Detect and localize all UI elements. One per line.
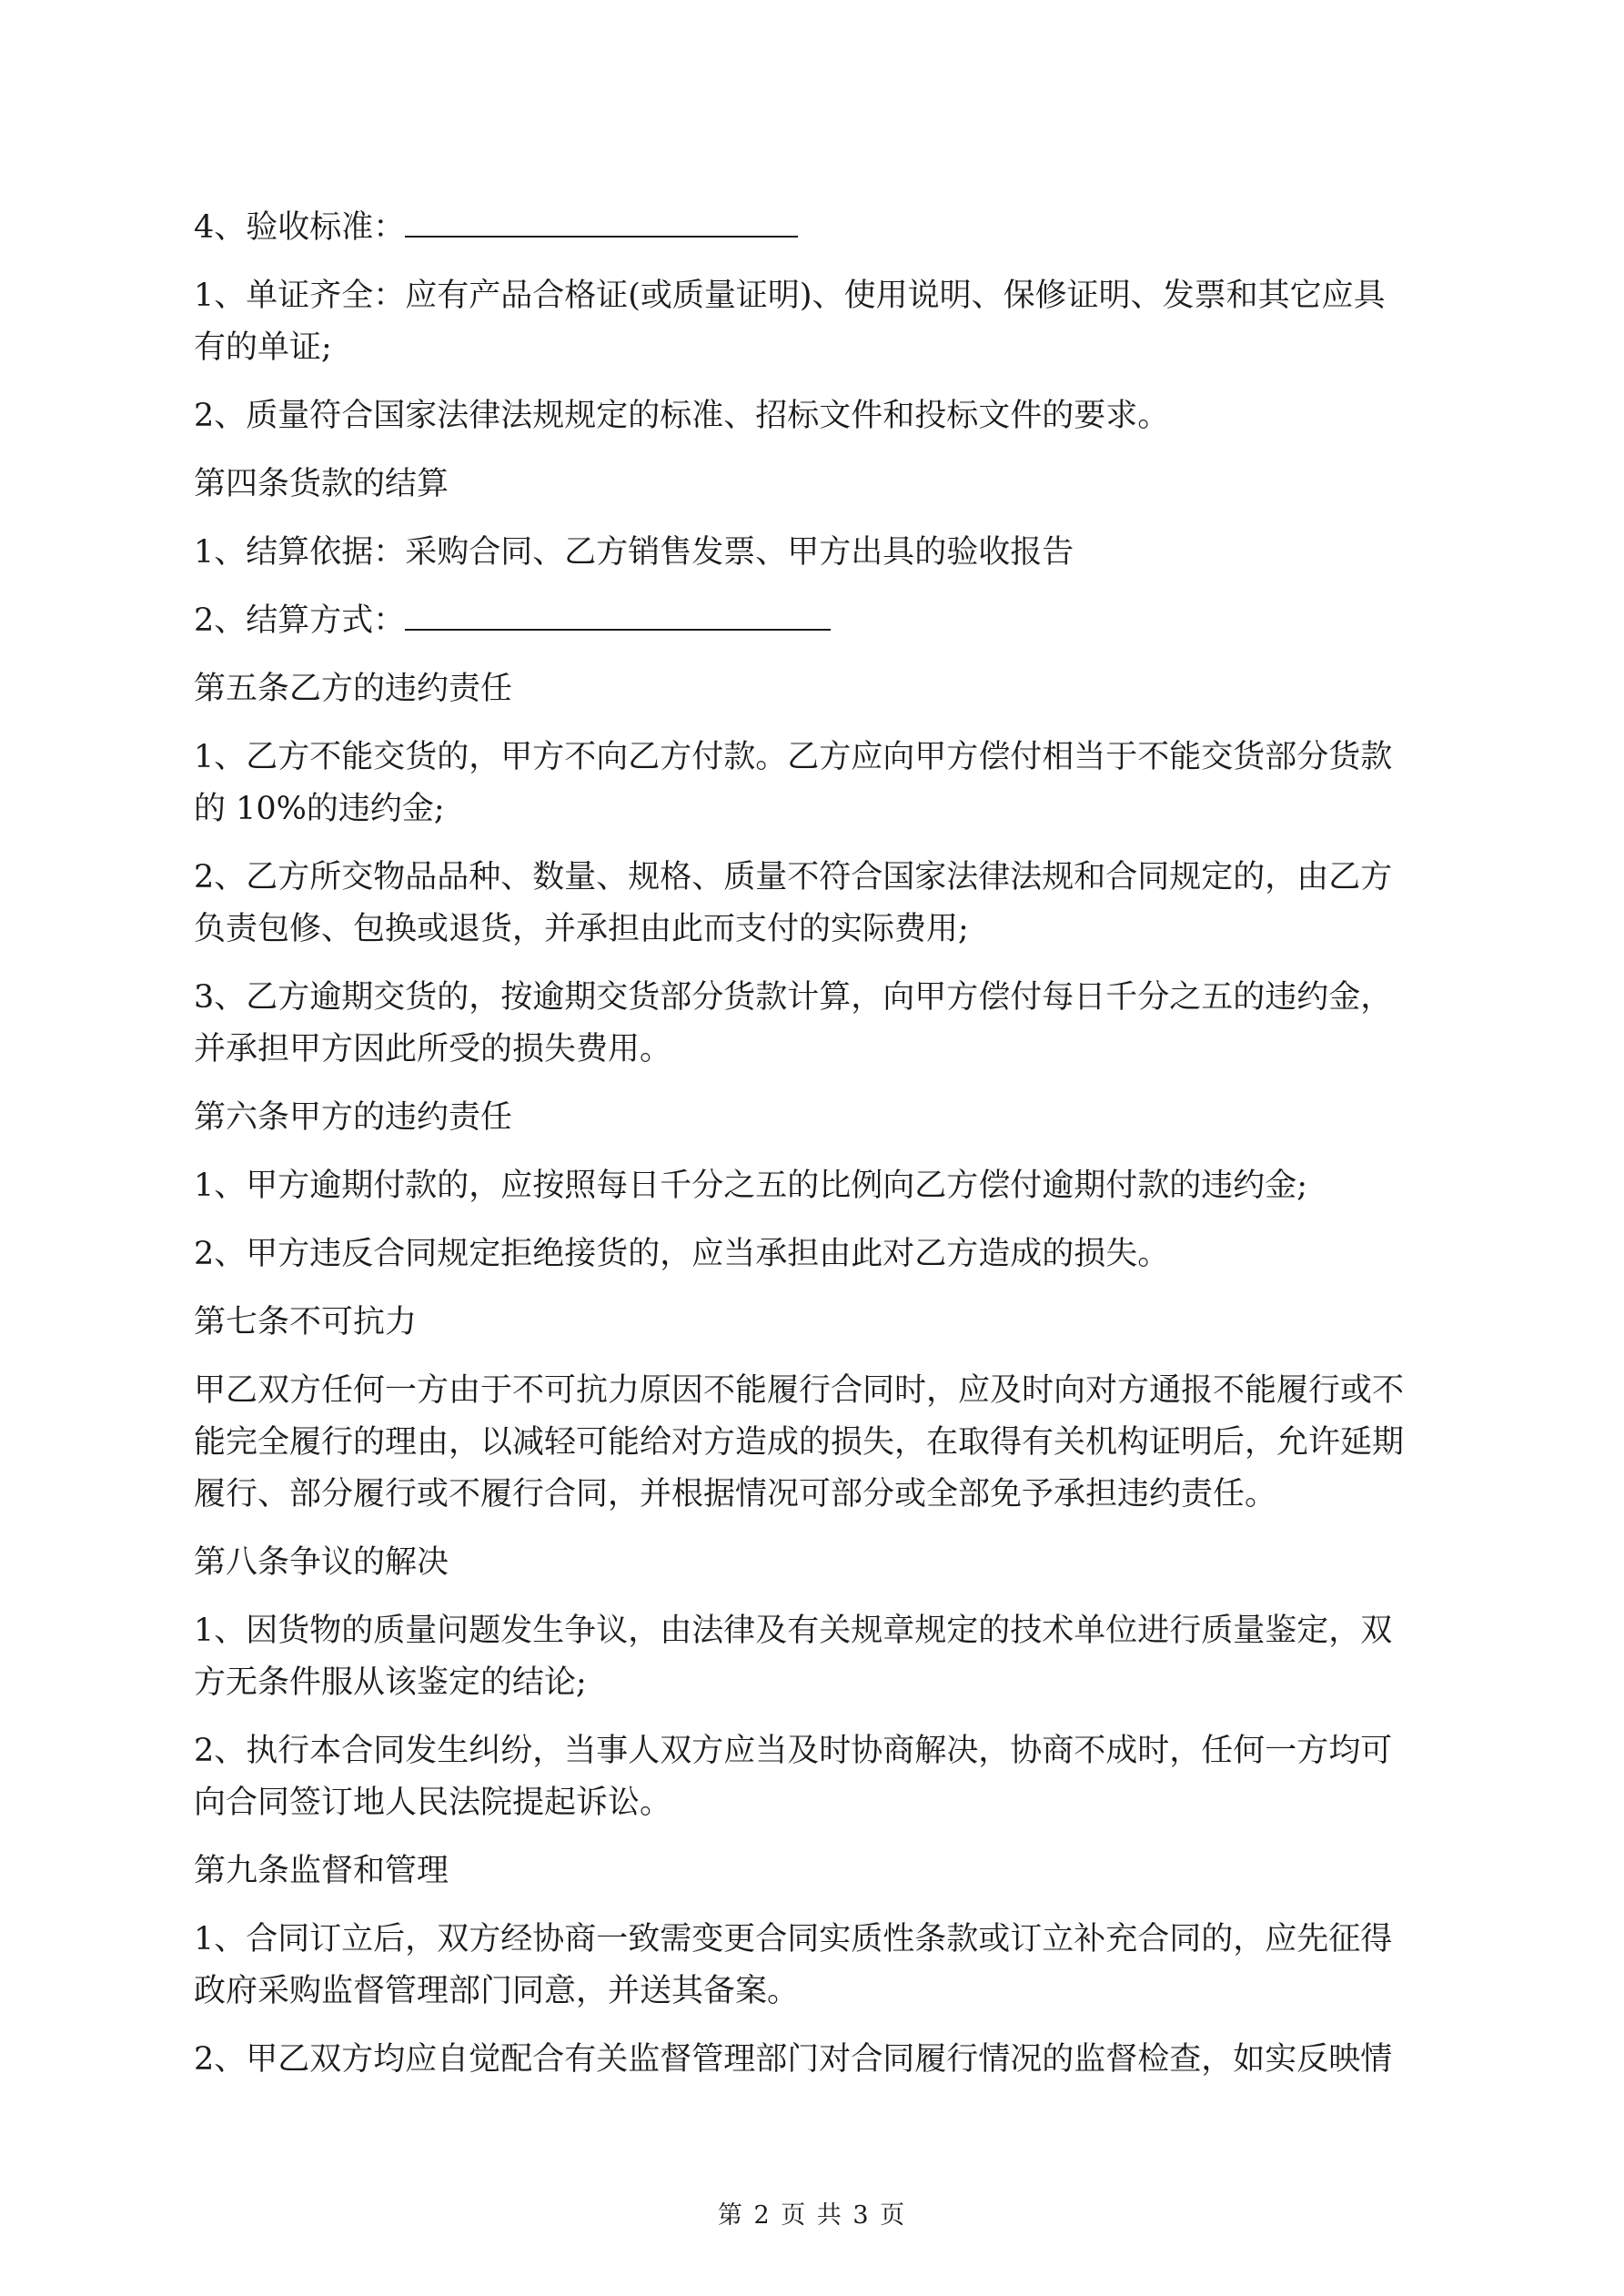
paragraph bbox=[194, 663, 1436, 715]
paragraph bbox=[194, 2034, 1436, 2086]
contract-body bbox=[194, 202, 1436, 2086]
paragraph-spacing bbox=[194, 254, 1436, 270]
text-line bbox=[194, 1092, 1436, 1144]
paragraph bbox=[194, 1725, 1436, 1829]
paragraph-spacing bbox=[194, 374, 1436, 390]
text-line bbox=[194, 784, 1436, 835]
line-text: 2、甲乙双方均应自觉配合有关监督管理部门对合同履行情况的监督检查，如实反映情 bbox=[194, 2041, 1393, 2078]
paragraph bbox=[194, 390, 1436, 442]
paragraph bbox=[194, 1160, 1436, 1212]
paragraph bbox=[194, 732, 1436, 835]
text-line bbox=[194, 1365, 1436, 1417]
paragraph-spacing bbox=[194, 442, 1436, 459]
page-footer: 第 2 页 共 3 页 bbox=[717, 2201, 907, 2230]
line-text: 2、结算方式： bbox=[194, 602, 406, 639]
line-text: 向合同签订地人民法院提起诉讼。 bbox=[194, 1785, 672, 1821]
paragraph-spacing bbox=[194, 1076, 1436, 1092]
line-text: 1、甲方逾期付款的，应按照每日千分之五的比例向乙方偿付逾期付款的违约金; bbox=[194, 1168, 1308, 1204]
line-text: 1、单证齐全：应有产品合格证(或质量证明)、使用说明、保修证明、发票和其它应具 bbox=[194, 278, 1386, 314]
text-line bbox=[194, 1605, 1436, 1657]
text-line bbox=[194, 663, 1436, 715]
paragraph bbox=[194, 1846, 1436, 1897]
text-line bbox=[194, 595, 1436, 647]
text-line bbox=[194, 1229, 1436, 1280]
line-text: 1、合同订立后，双方经协商一致需变更合同实质性条款或订立补充合同的，应先征得 bbox=[194, 1921, 1393, 1957]
text-line bbox=[194, 1966, 1436, 2018]
line-text: 方无条件服从该鉴定的结论; bbox=[194, 1664, 587, 1701]
line-text: 第五条乙方的违约责任 bbox=[194, 671, 513, 707]
text-line bbox=[194, 852, 1436, 904]
line-text: 1、结算依据：采购合同、乙方销售发票、甲方出具的验收报告 bbox=[194, 534, 1074, 571]
line-text: 1、乙方不能交货的，甲方不向乙方付款。乙方应向甲方偿付相当于不能交货部分货款 bbox=[194, 739, 1393, 775]
paragraph bbox=[194, 1365, 1436, 1521]
text-line bbox=[194, 1914, 1436, 1966]
text-line bbox=[194, 202, 1436, 254]
paragraph bbox=[194, 202, 1436, 254]
line-text: 2、甲方违反合同规定拒绝接货的，应当承担由此对乙方造成的损失。 bbox=[194, 1236, 1170, 1272]
paragraph-spacing bbox=[194, 2018, 1436, 2034]
text-line bbox=[194, 270, 1436, 322]
paragraph-spacing bbox=[194, 647, 1436, 663]
text-line bbox=[194, 1024, 1436, 1076]
paragraph bbox=[194, 1605, 1436, 1709]
paragraph bbox=[194, 1914, 1436, 2018]
paragraph-spacing bbox=[194, 1280, 1436, 1297]
paragraph bbox=[194, 459, 1436, 511]
text-line bbox=[194, 1417, 1436, 1469]
paragraph bbox=[194, 1537, 1436, 1589]
text-line bbox=[194, 1537, 1436, 1589]
paragraph-spacing bbox=[194, 1349, 1436, 1365]
text-line bbox=[194, 527, 1436, 579]
line-text: 3、乙方逾期交货的，按逾期交货部分货款计算，向甲方偿付每日千分之五的违约金， bbox=[194, 979, 1393, 1016]
paragraph bbox=[194, 595, 1436, 647]
paragraph bbox=[194, 1297, 1436, 1349]
fill-in-blank[interactable] bbox=[405, 598, 831, 631]
paragraph-spacing bbox=[194, 511, 1436, 527]
paragraph-spacing bbox=[194, 1829, 1436, 1846]
line-text: 2、执行本合同发生纠纷，当事人双方应当及时协商解决，协商不成时，任何一方均可 bbox=[194, 1733, 1393, 1769]
line-text: 第八条争议的解决 bbox=[194, 1544, 449, 1581]
paragraph bbox=[194, 852, 1436, 956]
text-line bbox=[194, 1297, 1436, 1349]
line-text: 2、乙方所交物品品种、数量、规格、质量不符合国家法律法规和合同规定的，由乙方 bbox=[194, 859, 1393, 895]
paragraph-spacing bbox=[194, 835, 1436, 852]
text-line bbox=[194, 1657, 1436, 1709]
line-text: 履行、部分履行或不履行合同，并根据情况可部分或全部免予承担违约责任。 bbox=[194, 1476, 1277, 1512]
line-text: 1、因货物的质量问题发生争议，由法律及有关规章规定的技术单位进行质量鉴定，双 bbox=[194, 1613, 1393, 1649]
line-text: 第九条监督和管理 bbox=[194, 1853, 449, 1889]
paragraph-spacing bbox=[194, 1212, 1436, 1229]
text-line bbox=[194, 322, 1436, 374]
line-text: 并承担甲方因此所受的损失费用。 bbox=[194, 1031, 672, 1067]
text-line bbox=[194, 1469, 1436, 1521]
fill-in-blank[interactable] bbox=[405, 205, 798, 238]
line-text: 2、质量符合国家法律法规规定的标准、招标文件和投标文件的要求。 bbox=[194, 398, 1170, 434]
paragraph-spacing bbox=[194, 1709, 1436, 1725]
line-text: 第六条甲方的违约责任 bbox=[194, 1099, 513, 1136]
text-line bbox=[194, 1846, 1436, 1897]
line-text: 政府采购监督管理部门同意，并送其备案。 bbox=[194, 1973, 800, 2009]
text-line bbox=[194, 732, 1436, 784]
text-line bbox=[194, 904, 1436, 956]
paragraph-spacing bbox=[194, 1521, 1436, 1537]
line-text: 第七条不可抗力 bbox=[194, 1304, 418, 1340]
paragraph bbox=[194, 527, 1436, 579]
paragraph bbox=[194, 1092, 1436, 1144]
text-line bbox=[194, 2034, 1436, 2086]
line-text: 第四条货款的结算 bbox=[194, 466, 449, 502]
line-text: 4、验收标准： bbox=[194, 209, 406, 246]
paragraph-spacing bbox=[194, 956, 1436, 972]
paragraph bbox=[194, 270, 1436, 374]
text-line bbox=[194, 1160, 1436, 1212]
line-text: 能完全履行的理由，以减轻可能给对方造成的损失，在取得有关机构证明后，允许延期 bbox=[194, 1424, 1405, 1461]
paragraph bbox=[194, 1229, 1436, 1280]
paragraph-spacing bbox=[194, 715, 1436, 732]
line-text: 负责包修、包换或退货，并承担由此而支付的实际费用; bbox=[194, 911, 969, 947]
paragraph-spacing bbox=[194, 1897, 1436, 1914]
paragraph-spacing bbox=[194, 1144, 1436, 1160]
line-text: 有的单证; bbox=[194, 329, 332, 366]
text-line bbox=[194, 1777, 1436, 1829]
paragraph bbox=[194, 972, 1436, 1076]
text-line bbox=[194, 390, 1436, 442]
paragraph-spacing bbox=[194, 579, 1436, 595]
line-text: 甲乙双方任何一方由于不可抗力原因不能履行合同时，应及时向对方通报不能履行或不 bbox=[194, 1372, 1405, 1409]
text-line bbox=[194, 1725, 1436, 1777]
text-line bbox=[194, 459, 1436, 511]
paragraph-spacing bbox=[194, 1589, 1436, 1605]
text-line bbox=[194, 972, 1436, 1024]
line-text: 的 10%的违约金; bbox=[194, 791, 445, 827]
